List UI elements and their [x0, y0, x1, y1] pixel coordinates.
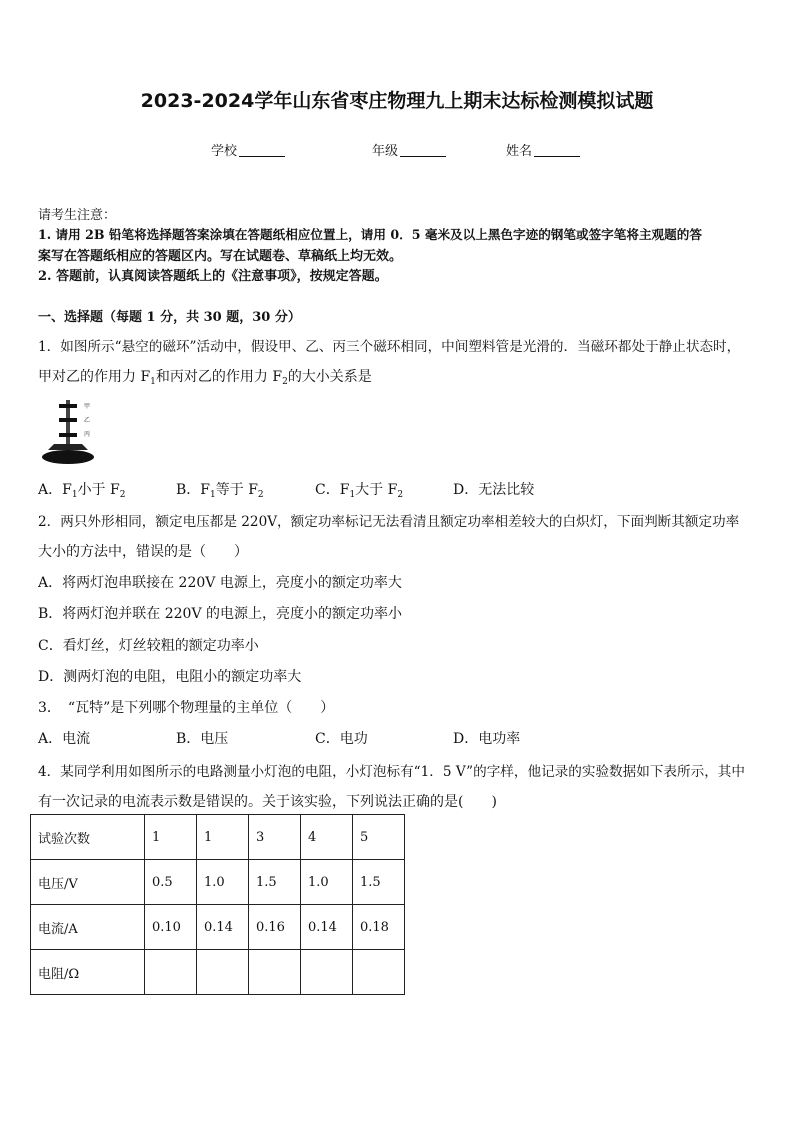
school-label: 学校: [211, 144, 238, 159]
q1-stem-line-1: 1．如图所示“悬空的磁环”活动中，假设甲、乙、丙三个磁环相同，中间塑料管是光滑的．当磁环都处于静止状态时，: [38, 339, 741, 355]
table-cell: [301, 950, 353, 995]
grade-label: 年级: [372, 144, 399, 159]
table-cell: 1.5: [353, 860, 405, 905]
school-field: [211, 140, 285, 159]
notice-heading: 请考生注意：: [38, 208, 117, 223]
label-yi: 乙: [84, 417, 91, 424]
table-cell: 0.10: [145, 905, 197, 950]
section-heading: 一、选择题（每题 1 分，共 30 题，30 分）: [38, 310, 301, 325]
table-cell: [145, 950, 197, 995]
q2-stem-line-1: 2．两只外形相同，额定电压都是 220V，额定功率标记无法看清且额定功率相差较大的白炽灯，下面判断其额定功率: [38, 514, 740, 530]
table-cell: 1.5: [249, 860, 301, 905]
grade-blank: [400, 144, 446, 157]
q1-option-a: A．$F_1$小于 $F_2$: [38, 482, 126, 500]
table-cell: 1.0: [301, 860, 353, 905]
table-row: [31, 815, 405, 860]
page-title: 2023-2024学年山东省枣庄物理九上期末达标检测模拟试题: [140, 90, 654, 112]
ring-bing: [59, 433, 77, 437]
notice-item-1-line-1: 1. 请用 2B 铅笔将选择题答案涂填在答题纸相应位置上，请用 0．5 毫米及以上黑色字迹的钢笔或签字笔将主观题的答: [38, 227, 702, 242]
q2-stem-line-2: 大小的方法中，错误的是（ ）: [38, 544, 248, 560]
table-cell: 1: [197, 815, 249, 860]
q1-option-d: D．无法比较: [453, 482, 535, 498]
q1-stem-line-2: 甲对乙的作用力 $F_1$和丙对乙的作用力 $F_2$的大小关系是: [38, 369, 372, 387]
table-row: [31, 950, 405, 995]
row-label: 电流/A: [31, 905, 145, 950]
q2-option-b: B．将两灯泡并联在 220V 的电源上，亮度小的额定功率小: [38, 606, 403, 622]
table-cell: [197, 950, 249, 995]
label-jia: 甲: [84, 403, 91, 410]
q3-stem: 3． “瓦特”是下列哪个物理量的主单位（ ）: [38, 700, 335, 716]
table-cell: 3: [249, 815, 301, 860]
table-cell: 0.14: [197, 905, 249, 950]
q2-option-d: D．测两灯泡的电阻，电阻小的额定功率大: [38, 669, 302, 685]
table-row: [31, 905, 405, 950]
q3-option-a: A．电流: [38, 731, 91, 747]
table-cell: 1.0: [197, 860, 249, 905]
table-cell: 0.14: [301, 905, 353, 950]
q3-option-d: D．电功率: [453, 731, 521, 747]
school-blank: [239, 144, 285, 157]
grade-field: [372, 140, 446, 159]
q4-stem-line-2: 有一次记录的电流表示数是错误的。关于该实验，下列说法正确的是( ): [38, 794, 497, 810]
magnetic-rings-figure: [38, 396, 102, 468]
name-field: [506, 140, 580, 159]
table-cell: 4: [301, 815, 353, 860]
q3-option-b: B．电压: [176, 731, 229, 747]
ring-yi: [59, 418, 77, 422]
data-table: [30, 814, 405, 995]
q3-option-c: C．电功: [315, 731, 368, 747]
table-cell: 5: [353, 815, 405, 860]
name-blank: [534, 144, 580, 157]
base-bottom: [42, 450, 94, 464]
table-cell: 0.18: [353, 905, 405, 950]
table-cell: 0.5: [145, 860, 197, 905]
row-label: 电阻/Ω: [31, 950, 145, 995]
base-top: [48, 444, 88, 450]
name-label: 姓名: [506, 144, 533, 159]
q1-option-c: C．$F_1$大于 $F_2$: [315, 482, 404, 500]
table-cell: 1: [145, 815, 197, 860]
label-bing: 丙: [84, 431, 91, 438]
row-label: 试验次数: [31, 815, 145, 860]
table-cell: [353, 950, 405, 995]
row-label: 电压/V: [31, 860, 145, 905]
q2-option-a: A．将两灯泡串联接在 220V 电源上，亮度小的额定功率大: [38, 575, 402, 591]
q2-option-c: C．看灯丝，灯丝较粗的额定功率小: [38, 638, 259, 654]
table-cell: [249, 950, 301, 995]
q4-stem-line-1: 4．某同学利用如图所示的电路测量小灯泡的电阻，小灯泡标有“1．5 V”的字样，他记录的实验数据如下表所示，其中: [38, 764, 745, 780]
table-row: [31, 860, 405, 905]
notice-item-1-line-2: 案写在答题纸相应的答题区内。写在试题卷、草稿纸上均无效。: [38, 249, 403, 264]
q1-option-b: B．$F_1$等于 $F_2$: [176, 482, 264, 500]
notice-item-2: 2. 答题前，认真阅读答题纸上的《注意事项》，按规定答题。: [38, 269, 388, 284]
table-cell: 0.16: [249, 905, 301, 950]
ring-jia: [59, 404, 77, 408]
